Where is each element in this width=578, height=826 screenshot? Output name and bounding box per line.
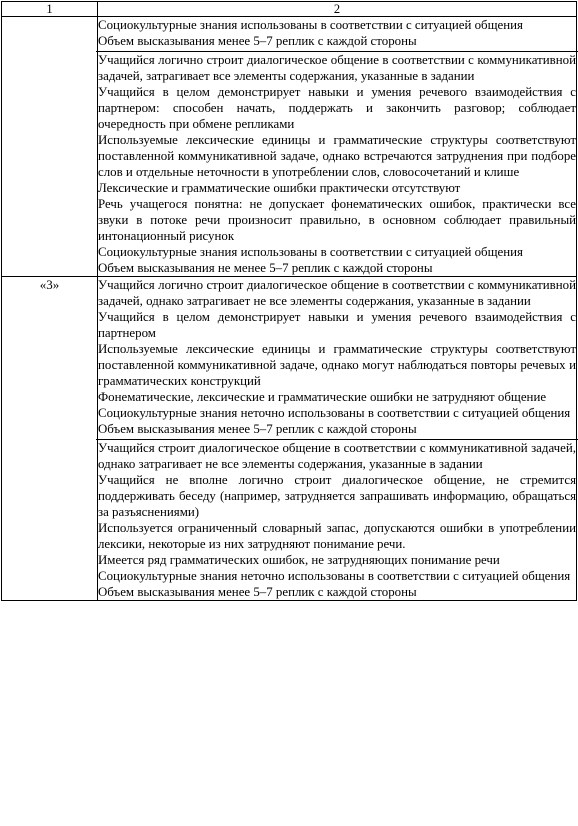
criteria-block (98, 17, 576, 49)
criterion-text: Используемые лексические единицы и грамматические структуры соответствуют поставленной коммуникативной задаче, однако могут наблюдаться повторы речевых и грамматических конструкций (98, 342, 576, 388)
criterion-text: Используемые лексические единицы и грамматические структуры соответствуют поставленной коммуникативной задаче, однако встречаются затруднения при подборе слов и отдельные неточности в употреблении слов, словосочетаний и клише (98, 133, 576, 179)
criterion-text: Объем высказывания не менее 5–7 реплик с каждой стороны (98, 261, 433, 275)
criterion-text: Объем высказывания менее 5–7 реплик с каждой стороны (98, 585, 417, 599)
criterion-text: Социокультурные знания использованы в соответствии с ситуацией общения (98, 245, 523, 259)
grade-cell: «3» (2, 277, 98, 601)
criteria-table (1, 1, 577, 601)
criterion-text: Речь учащегося понятна: не допускает фонематических ошибок, практически все звуки в потоке речи произносит правильно, в основном соблюдает правильный интонационный рисунок (98, 197, 576, 243)
criterion-text: Учащийся в целом демонстрирует навыки и умения речевого взаимодействия с партнером (98, 310, 576, 340)
grade-row (2, 17, 577, 277)
criterion-text: Объем высказывания менее 5–7 реплик с каждой стороны (98, 34, 417, 48)
criterion-text: Фонематические, лексические и грамматические ошибки не затрудняют общение (98, 390, 547, 404)
criterion-text: Имеется ряд грамматических ошибок, не затрудняющих понимание речи (98, 553, 500, 567)
header-row (2, 2, 577, 17)
criteria-block (98, 277, 576, 437)
criterion-text: Социокультурные знания неточно использованы в соответствии с ситуацией общения (98, 569, 571, 583)
grade-cell (2, 17, 98, 277)
criterion-text: Объем высказывания менее 5–7 реплик с каждой стороны (98, 422, 417, 436)
criteria-cell (98, 17, 577, 277)
criteria-block (98, 440, 576, 600)
criterion-text: Учащийся логично строит диалогическое общение в соответствии с коммуникативной задачей, однако затрагивает не все элементы содержания, указанные в задании (98, 278, 576, 308)
criterion-text: Социокультурные знания использованы в соответствии с ситуацией общения (98, 18, 523, 32)
criteria-block (98, 52, 576, 276)
column-header-2: 2 (98, 2, 577, 17)
criterion-text: Учащийся логично строит диалогическое общение в соответствии с коммуникативной задачей, затрагивает все элементы содержания, указанные в задании (98, 53, 576, 83)
criterion-text: Учащийся строит диалогическое общение в соответствии с коммуникативной задачей, однако затрагивает не все элементы содержания, указанные в задании (98, 441, 576, 471)
criteria-cell (98, 277, 577, 601)
criterion-text: Учащийся в целом демонстрирует навыки и умения речевого взаимодействия с партнером: способен начать, поддержать и закончить разговор; соблюдает очередность при обмене репликами (98, 85, 576, 131)
grade-row (2, 277, 577, 601)
criterion-text: Лексические и грамматические ошибки практически отсутствуют (98, 181, 461, 195)
criterion-text: Социокультурные знания неточно использованы в соответствии с ситуацией общения (98, 406, 571, 420)
criterion-text: Используется ограниченный словарный запас, допускаются ошибки в употреблении лексики, некоторые из них затрудняют понимание речи. (98, 521, 576, 551)
criterion-text: Учащийся не вполне логично строит диалогическое общение, не стремится поддерживать беседу (например, затрудняется запрашивать информацию, обращаться за разъяснениями) (98, 473, 576, 519)
column-header-1: 1 (2, 2, 98, 17)
